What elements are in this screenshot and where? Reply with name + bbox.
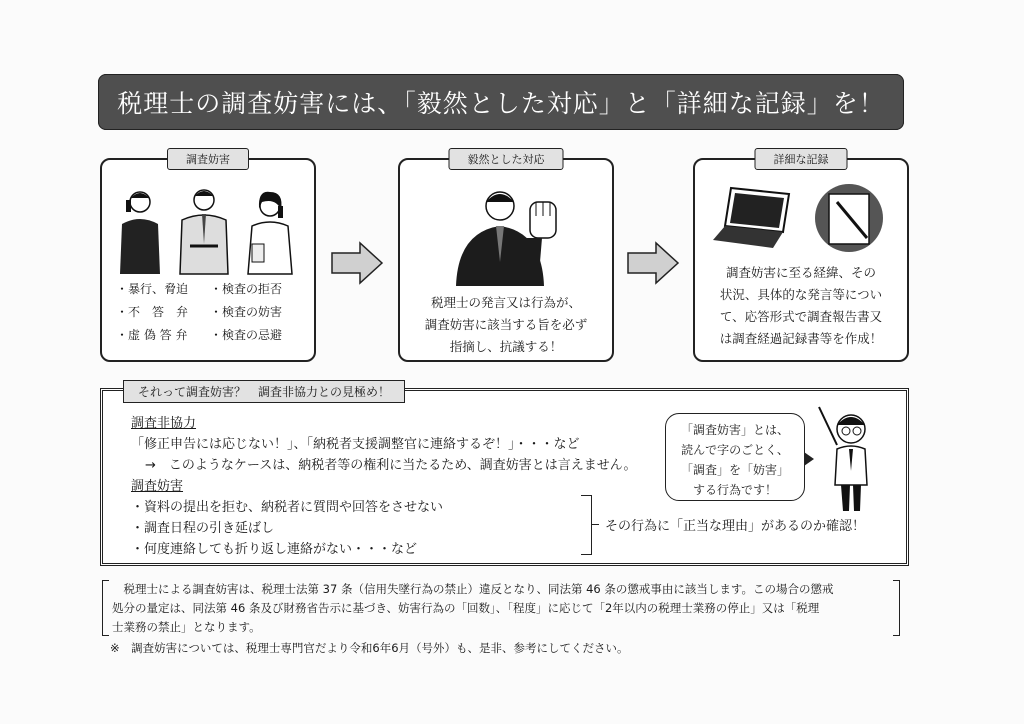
list-item: ・暴行、脅迫 ・検査の拒否 bbox=[116, 282, 283, 296]
phone-man-icon bbox=[120, 192, 160, 274]
brace bbox=[581, 495, 592, 555]
right-arrow-icon bbox=[626, 240, 680, 286]
stop-hand-man-icon bbox=[446, 182, 566, 286]
phone-woman-icon bbox=[248, 192, 292, 274]
response-caption: 税理士の発言又は行為が、 調査妨害に該当する旨を必ず 指摘し、抗議する！ bbox=[424, 295, 588, 354]
list-item: ・調査日程の引き延ばし bbox=[131, 521, 275, 536]
angry-man-icon bbox=[180, 190, 228, 274]
discipline-note: 税理士による調査妨害は、税理士法第 37 条（信用失墜行為の禁止）違反となり、同法第 46 条の懲戒事由に該当します。この場合の懲戒 処分の量定は、同法第 46 条及び財務省告示に基づき、妨害行為の「回数」、「程度」に応じて「2年以内の税理士業務の停止」又は「税理 士業務の禁止」となります。 bbox=[102, 580, 900, 636]
panel-obstruction bbox=[100, 153, 316, 362]
noncoop-heading: 調査非協力 bbox=[131, 416, 197, 431]
notepad-pen-icon bbox=[811, 182, 887, 254]
panel-tag-response: 毅然とした対応 bbox=[449, 148, 564, 170]
panel-response bbox=[398, 153, 614, 362]
list-item: ・虚 偽 答 弁 ・検査の忌避 bbox=[116, 328, 283, 342]
laptop-icon bbox=[711, 184, 795, 250]
distinction-text bbox=[131, 413, 637, 560]
footnote: ※ 調査妨害については、税理士専門官だより令和6年6月（号外）も、是非、参考にしてください。 bbox=[110, 641, 629, 655]
title-banner bbox=[98, 74, 904, 130]
distinction-tag: それって調査妨害？ 調査非協力との見極め！ bbox=[123, 380, 405, 403]
record-caption: 調査妨害に至る経緯、その 状況、具体的な発言等につい て、応答形式で調査報告書又 は調査経過記録書等を作成！ bbox=[719, 265, 883, 346]
list-item: ・資料の提出を拒む、納税者に質問や回答をさせない bbox=[131, 500, 444, 515]
list-item: ・不 答 弁 ・検査の妨害 bbox=[116, 305, 283, 319]
check-reason-text: その行為に「正当な理由」があるのか確認！ bbox=[605, 519, 866, 534]
obstruction-list bbox=[116, 278, 282, 347]
obstruction-heading: 調査妨害 bbox=[131, 479, 184, 494]
panel-tag-obstruction: 調査妨害 bbox=[167, 148, 249, 170]
noncoop-example: 「修正申告には応じない！」、「納税者支援調整官に連絡するぞ！」・・・など bbox=[131, 437, 580, 452]
noncoop-conclusion: → このようなケースは、納税者等の権利に当たるため、調査妨害とは言えません。 bbox=[145, 458, 637, 473]
people-illustration bbox=[112, 184, 302, 276]
panel-tag-record: 詳細な記録 bbox=[755, 148, 848, 170]
right-arrow-icon bbox=[330, 240, 384, 286]
pointer-teacher-icon bbox=[815, 405, 885, 515]
list-item: ・何度連絡しても折り返し連絡がない・・・など bbox=[131, 542, 418, 557]
distinction-section bbox=[100, 385, 909, 566]
panel-record bbox=[693, 153, 909, 362]
page-title: 税理士の調査妨害には、「毅然とした対応」と「詳細な記録」を！ bbox=[117, 89, 885, 118]
speech-bubble: 「調査妨害」とは、 読んで字のごとく、 「調査」を「妨害」 する行為です！ bbox=[665, 413, 805, 501]
